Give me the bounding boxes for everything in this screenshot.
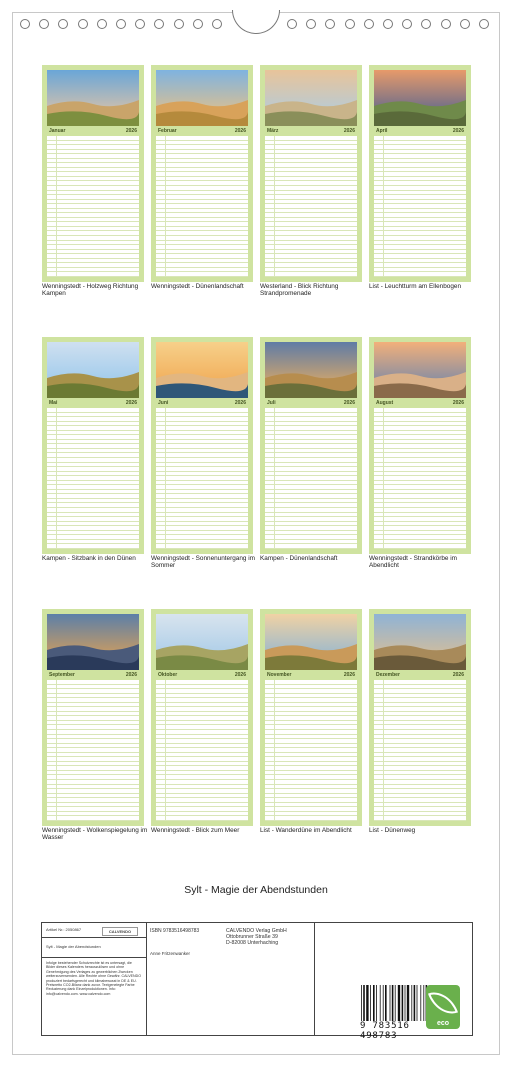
- ring-hole: [154, 19, 164, 29]
- month-year: 2026: [452, 400, 464, 406]
- month-year: 2026: [452, 128, 464, 134]
- day-row: [374, 544, 466, 549]
- day-grid: [374, 136, 466, 277]
- day-grid: [374, 680, 466, 821]
- month-card: [369, 609, 471, 826]
- month-card: [369, 337, 471, 554]
- beach-chairs-photo: [374, 342, 466, 398]
- month-caption: Wenningstedt - Dünenlandschaft: [151, 283, 244, 290]
- month-caption: Westerland - Blick Richtung Strandpromenade: [260, 283, 339, 298]
- day-row: [156, 272, 248, 277]
- ring-hole: [193, 19, 203, 29]
- bench-dunes-photo: [47, 342, 139, 398]
- article-number: Artikel Nr.: 2050867: [46, 927, 82, 932]
- month-card: [260, 609, 362, 826]
- ring-hole: [441, 19, 451, 29]
- month-caption: Kampen - Dünenlandschaft: [260, 555, 338, 562]
- small-title: Sylt - Magie der Abendstunden: [46, 944, 101, 949]
- month-year: 2026: [234, 672, 246, 678]
- month-caption: List - Dünenweg: [369, 827, 416, 834]
- ring-hole: [20, 19, 30, 29]
- beach-promenade-photo: [265, 70, 357, 126]
- month-card: [151, 65, 253, 282]
- day-grid: [265, 408, 357, 549]
- eco-label: eco: [436, 1020, 450, 1027]
- month-year: 2026: [125, 672, 137, 678]
- dune-grass-photo: [156, 70, 248, 126]
- day-grid: [47, 408, 139, 549]
- cloud-reflection-photo: [47, 614, 139, 670]
- month-name: Juni: [158, 400, 169, 406]
- month-header: [156, 399, 248, 407]
- ring-hole: [58, 19, 68, 29]
- month-card: [260, 65, 362, 282]
- month-header: [47, 399, 139, 407]
- legal-text: Infolge bestehender Schutzrechte ist es untersagt, die Bilder dieses Kalenders herauszulösen und ohne Genehmigung des Verlages zu gewerblichen Zwecken weiterzuverwenden. Alle Rechte ohne Gewähr. CALVENDO produziert bedarfsgerecht und klimabewusst in DE & EU. Preisnetto CO2-Bilanz dank zuvor. Textgenelegte Farbe Reduzierung dank Einzelproduktionen. Info: info@calvendo.com. www.calvendo.com: [46, 961, 142, 996]
- month-header: [265, 127, 357, 135]
- day-row: [265, 816, 357, 821]
- day-grid: [265, 680, 357, 821]
- month-name: April: [376, 128, 388, 134]
- day-grid: [47, 136, 139, 277]
- month-name: Dezember: [376, 672, 400, 678]
- month-card: [42, 609, 144, 826]
- month-caption: Wenningstedt - Strandkörbe im Abendlicht: [369, 555, 457, 570]
- dune-sunset-photo: [265, 342, 357, 398]
- month-name: November: [267, 672, 292, 678]
- ring-hole: [306, 19, 316, 29]
- publisher-name: CALVENDO Verlag GmbH: [226, 928, 287, 934]
- ring-hole: [97, 19, 107, 29]
- barcode-digits: 9 783516 498783: [360, 1021, 410, 1041]
- sunset-sea-photo: [156, 342, 248, 398]
- ring-hole: [174, 19, 184, 29]
- boardwalk-dunes-photo: [47, 70, 139, 126]
- month-year: 2026: [343, 400, 355, 406]
- month-year: 2026: [343, 128, 355, 134]
- publisher-city: D-82008 Unterhaching: [226, 940, 279, 946]
- month-header: [156, 127, 248, 135]
- day-row: [47, 816, 139, 821]
- month-header: [374, 127, 466, 135]
- month-name: März: [267, 128, 279, 134]
- sea-view-photo: [156, 614, 248, 670]
- author: Anne Fritzenwanker: [150, 951, 191, 956]
- month-header: [374, 671, 466, 679]
- ring-hole: [325, 19, 335, 29]
- info-box: [41, 922, 473, 1041]
- month-name: Mai: [49, 400, 58, 406]
- month-header: [156, 671, 248, 679]
- month-caption: Kampen - Sitzbank in den Dünen: [42, 555, 136, 562]
- eco-badge: [426, 985, 460, 1029]
- calendar-title: Sylt - Magie der Abendstunden: [184, 884, 328, 896]
- ring-hole: [479, 19, 489, 29]
- day-grid: [156, 136, 248, 277]
- month-name: August: [376, 400, 394, 406]
- ring-hole: [135, 19, 145, 29]
- month-header: [47, 671, 139, 679]
- month-caption: Wenningstedt - Holzweg Richtung Kampen: [42, 283, 139, 298]
- day-grid: [47, 680, 139, 821]
- month-card: [260, 337, 362, 554]
- month-header: [265, 671, 357, 679]
- day-row: [265, 272, 357, 277]
- month-year: 2026: [125, 400, 137, 406]
- day-grid: [156, 680, 248, 821]
- month-caption: List - Leuchtturm am Ellenbogen: [369, 283, 462, 290]
- month-card: [42, 65, 144, 282]
- month-card: [151, 609, 253, 826]
- month-name: Juli: [267, 400, 276, 406]
- month-caption: List - Wanderdüne im Abendlicht: [260, 827, 352, 834]
- day-row: [265, 544, 357, 549]
- month-name: September: [49, 672, 75, 678]
- day-grid: [156, 408, 248, 549]
- ring-hole: [383, 19, 393, 29]
- month-caption: Wenningstedt - Wolkenspiegelung im Wasser: [42, 827, 148, 842]
- month-header: [265, 399, 357, 407]
- month-year: 2026: [125, 128, 137, 134]
- leaf-icon: [428, 986, 458, 1020]
- wandering-dune-photo: [265, 614, 357, 670]
- day-row: [156, 544, 248, 549]
- day-row: [47, 544, 139, 549]
- month-caption: Wenningstedt - Sonnenuntergang im Sommer: [151, 555, 255, 570]
- isbn: ISBN 9783516498783: [150, 928, 200, 934]
- day-grid: [374, 408, 466, 549]
- ring-hole: [421, 19, 431, 29]
- lighthouse-photo: [374, 70, 466, 126]
- day-row: [374, 272, 466, 277]
- month-year: 2026: [234, 400, 246, 406]
- ring-hole: [460, 19, 470, 29]
- day-row: [47, 272, 139, 277]
- month-header: [47, 127, 139, 135]
- ring-hole: [287, 19, 297, 29]
- month-name: Januar: [49, 128, 66, 134]
- ring-hole: [345, 19, 355, 29]
- month-year: 2026: [343, 672, 355, 678]
- ring-hole: [402, 19, 412, 29]
- calvendo-logo: CALVENDO: [102, 927, 138, 936]
- month-year: 2026: [234, 128, 246, 134]
- day-row: [156, 816, 248, 821]
- dune-path-photo: [374, 614, 466, 670]
- ring-hole: [212, 19, 222, 29]
- month-card: [42, 337, 144, 554]
- month-card: [369, 65, 471, 282]
- month-caption: Wenningstedt - Blick zum Meer: [151, 827, 240, 834]
- month-name: Februar: [158, 128, 177, 134]
- publisher-street: Ottobrunner Straße 39: [226, 934, 278, 940]
- ring-hole: [116, 19, 126, 29]
- month-year: 2026: [452, 672, 464, 678]
- day-grid: [265, 136, 357, 277]
- month-header: [374, 399, 466, 407]
- month-name: Oktober: [158, 672, 178, 678]
- ring-hole: [364, 19, 374, 29]
- ring-hole: [78, 19, 88, 29]
- day-row: [374, 816, 466, 821]
- month-card: [151, 337, 253, 554]
- ring-hole: [39, 19, 49, 29]
